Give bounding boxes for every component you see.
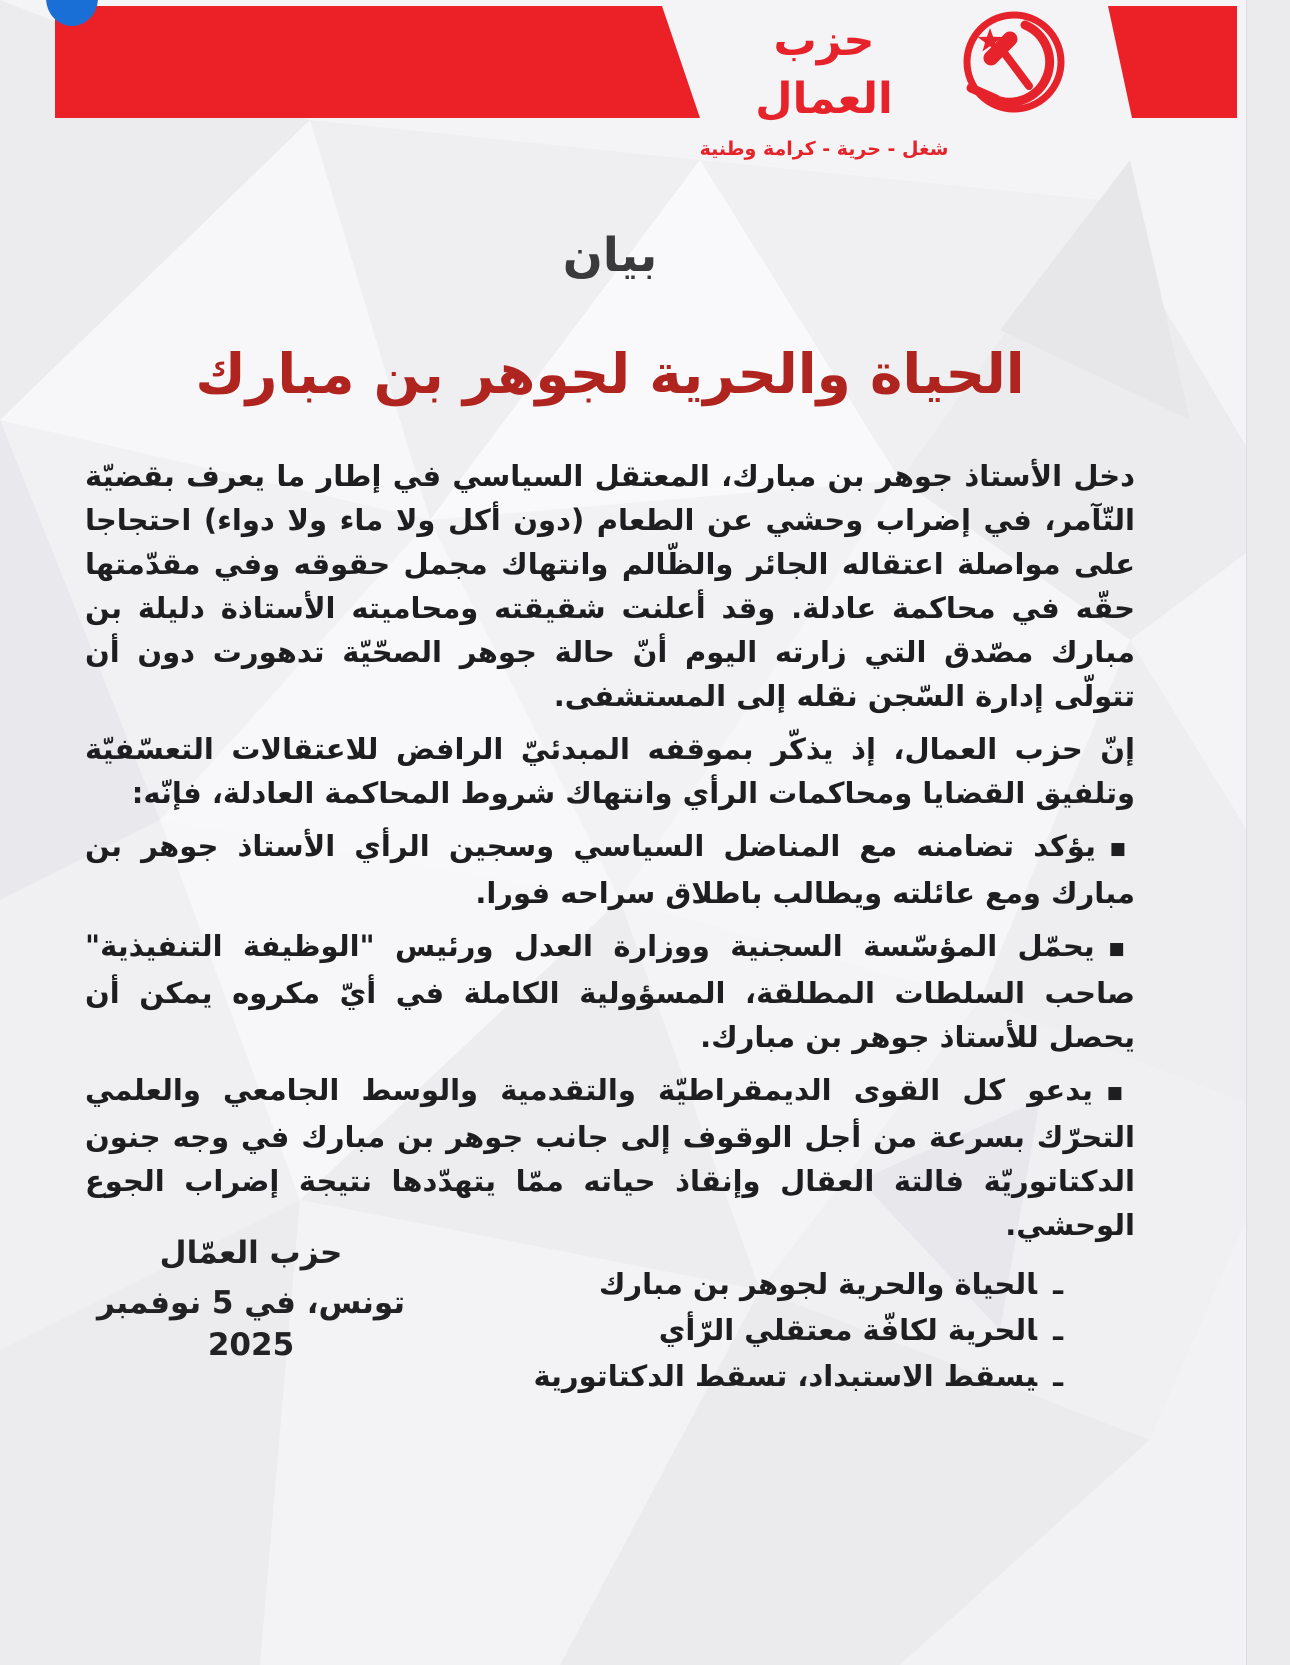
slogan-text: يسقط الاستبداد، تسقط الدكتاتورية — [533, 1359, 1038, 1393]
hammer-handle — [1002, 50, 1029, 86]
header-banner — [0, 0, 1290, 160]
slogan-dash: ـ — [1053, 1267, 1063, 1301]
bullet-text: يؤكد تضامنه مع المناضل السياسي وسجين الرأي الأستاذ جوهر بن مبارك ومع عائلته ويطالب باطلاق سراحه فورا. — [85, 829, 1135, 910]
paragraph-position: إنّ حزب العمال، إذ يذكّر بموقفه المبدئيّ الرافض للاعتقالات التعسّفيّة وتلفيق القضايا ومحاكمات الرأي وانتهاك شروط المحاكمة العادلة، فإنّه: — [85, 732, 1135, 810]
slogan-text: الحرية لكافّة معتقلي الرّأي — [658, 1313, 1038, 1347]
party-emblem-icon — [967, 15, 1061, 109]
bullet-text: يحمّل المؤسّسة السجنية ووزارة العدل ورئيس "الوظيفة التنفيذية" صاحب السلطات المطلقة، المسؤولية الكاملة في أيّ مكروه يمكن أن يحصل للأستاذ جوهر بن مبارك. — [85, 929, 1135, 1054]
signature-block — [95, 1232, 407, 1366]
slogan-dash: ـ — [1053, 1313, 1063, 1347]
slogan-dash: ـ — [1053, 1359, 1063, 1393]
bullet-text: يدعو كل القوى الديمقراطيّة والتقدمية والوسط الجامعي والعلمي التحرّك بسرعة من أجل الوقوف إلى جانب جوهر بن مبارك في وجه جنون الدكتاتوريّة فالتة العقال وإنقاذ حياته ممّا يتهدّدها نتيجة إضراب الجوع الوحشي. — [85, 1073, 1135, 1242]
header-band-right — [1108, 6, 1237, 118]
statement-title: الحياة والحرية لجوهر بن مبارك — [195, 342, 1025, 406]
header-brand — [698, 12, 950, 160]
statement-body — [85, 226, 1135, 1399]
signature-name: حزب العمّال — [159, 1235, 343, 1271]
slogan-text: الحياة والحرية لجوهر بن مبارك — [598, 1267, 1038, 1301]
square-bullet-icon: ■ — [1106, 1083, 1135, 1103]
bullet-item-call — [85, 1068, 1135, 1247]
bullet-item-solidarity — [85, 824, 1135, 915]
paragraph-intro: دخل الأستاذ جوهر بن مبارك، المعتقل السياسي في إطار ما يعرف بقضيّة التّآمر، في إضراب وحشي عن الطعام (دون أكل ولا ماء ولا دواء) احتجاجا على مواصلة اعتقاله الجائر والظّالم وانتهاك مجمل حقوقه وفي مقدّمتها حقّه في محاكمة عادلة. وقد أعلنت شقيقته ومحاميته الأستاذة دليلة بن مبارك مصّدق التي زارته اليوم أنّ حالة جوهر الصحّيّة تدهورت دون أن تتولّى إدارة السّجن نقله إلى المستشفى. — [85, 459, 1135, 713]
document-right-edge — [1246, 0, 1290, 1665]
bullet-item-responsibility — [85, 924, 1135, 1059]
square-bullet-icon: ■ — [1109, 839, 1136, 859]
party-name: حزب العمال — [755, 16, 893, 124]
sickle-handle — [971, 88, 996, 99]
square-bullet-icon: ■ — [1108, 939, 1135, 959]
party-tagline: شغل - حرية - كرامة وطنية — [699, 138, 949, 160]
statement-kicker: بيان — [562, 228, 658, 283]
signature-date: تونس، في 5 نوفمبر 2025 — [96, 1285, 406, 1363]
header-band-left — [55, 6, 700, 118]
